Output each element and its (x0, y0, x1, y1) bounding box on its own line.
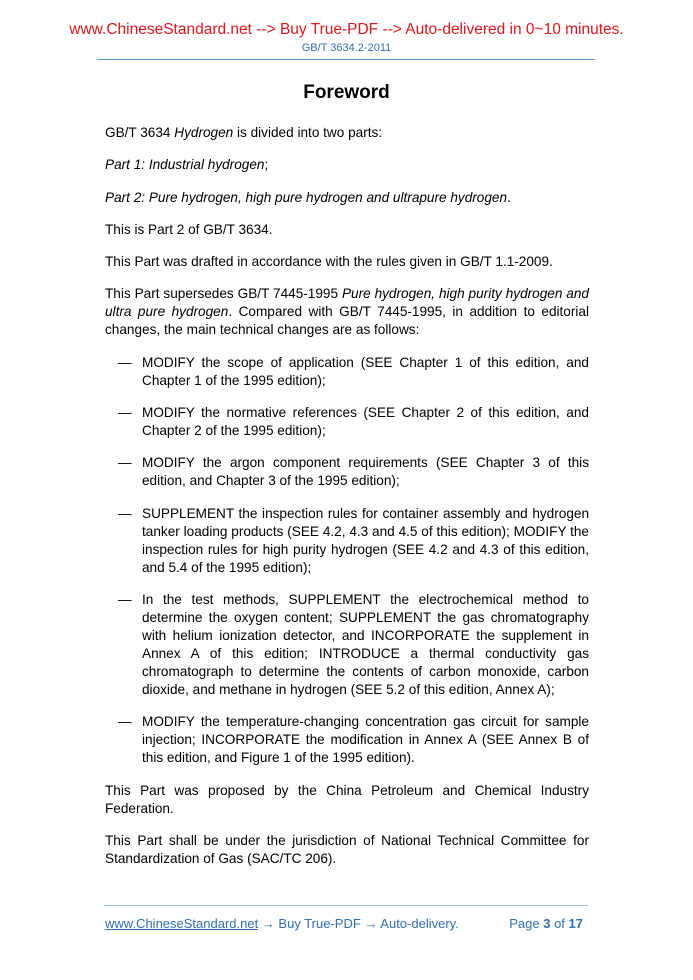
italic-title: Part 1: Industrial hydrogen (105, 157, 265, 173)
page-title: Foreword (303, 82, 390, 103)
paragraph-jurisdiction: This Part shall be under the jurisdiction of National Technical Committee for Standardization of Gas (SAC/TC 206). (105, 832, 589, 866)
dash-bullet: — (118, 591, 132, 607)
text: GB/T 3634 (105, 125, 175, 140)
paragraph-this-part: This is Part 2 of GB/T 3634. (105, 221, 273, 237)
running-header: GB/T 3634.2-2011 (301, 42, 392, 54)
total-pages: 17 (568, 916, 583, 931)
list-item (118, 591, 589, 699)
list-item-text: SUPPLEMENT the inspection rules for container assembly and hydrogen tanker loading products (SEE 4.2, 4.3 and 4.5 of this edition); MODIFY the inspection rules for high purity hydrogen (SEE 4.2 and 4.3 of this edition, and 5.4 of the 1995 edition); (142, 505, 589, 575)
dash-bullet: — (118, 405, 132, 421)
dash-bullet: — (118, 354, 132, 370)
list-item (118, 454, 589, 490)
italic-title: Part 2: Pure hydrogen, high pure hydrogen and ultrapure hydrogen (105, 189, 508, 205)
dash-bullet: — (118, 505, 132, 521)
list-item-text: MODIFY the argon component requirements (SEE Chapter 3 of this edition, and Chapter 3 of the 1995 edition); (142, 455, 589, 489)
list-item-text: MODIFY the normative references (SEE Chapter 2 of this edition, and Chapter 2 of the 1995 edition); (142, 405, 589, 439)
footer (105, 916, 589, 931)
footer-rule (104, 905, 588, 906)
footer-text: → Buy True-PDF → Auto-delivery. (258, 916, 459, 931)
promo-banner[interactable]: www.ChineseStandard.net --> Buy True-PDF --> Auto-delivered in 0~10 minutes. (69, 21, 624, 38)
text: . (507, 189, 511, 205)
list-item-text: In the test methods, SUPPLEMENT the electrochemical method to determine the oxygen content; SUPPLEMENT the gas chromatography with helium ionization detector, and INCORPORATE the supplement in Annex A of this edition; INTRODUCE a thermal conductivity gas chromatograph to determine the contents of carbon monoxide, carbon dioxide, and methane in hydrogen (SEE 5.2 of this edition, Annex A); (142, 591, 589, 697)
paragraph-drafted: This Part was drafted in accordance with the rules given in GB/T 1.1-2009. (105, 254, 553, 270)
paragraph-proposed: This Part was proposed by the China Petroleum and Chemical Industry Federation. (105, 782, 589, 816)
text: ; (264, 157, 269, 173)
italic-title: Hydrogen (174, 125, 234, 140)
paragraph-parts-intro (105, 124, 589, 142)
italic-title: Pure hydrogen, high purity hydrogen and ultra pure hydrogen (105, 286, 589, 320)
page-number (509, 916, 583, 931)
list-item (118, 713, 589, 767)
text: This Part supersedes GB/T 7445-1995 (105, 286, 342, 302)
footer-left (105, 916, 459, 931)
header-rule (97, 59, 595, 60)
paragraph-supersedes (105, 285, 589, 339)
document-body (105, 124, 589, 882)
paragraph-part2 (105, 189, 589, 207)
list-item (118, 404, 589, 440)
list-item-text: MODIFY the temperature-changing concentration gas circuit for sample injection; INCORPORATE the modification in Annex A (SEE Annex B of this edition, and Figure 1 of the 1995 edition). (142, 714, 589, 766)
list-item-text: MODIFY the scope of application (SEE Chapter 1 of this edition, and Chapter 1 of the 1995 edition); (142, 354, 589, 388)
text: is divided into two parts: (233, 125, 383, 140)
dash-bullet: — (118, 455, 132, 471)
dash-bullet: — (118, 714, 132, 730)
paragraph-part1 (105, 156, 589, 174)
page-label: Page (509, 916, 544, 931)
of-label: of (550, 916, 569, 931)
list-item (118, 354, 589, 390)
list-item (118, 505, 589, 577)
text: . Compared with GB/T 7445-1995, in addition to editorial changes, the main technical changes are as follows: (105, 304, 589, 338)
current-page: 3 (543, 916, 551, 931)
footer-link[interactable]: www.ChineseStandard.net (105, 916, 259, 931)
